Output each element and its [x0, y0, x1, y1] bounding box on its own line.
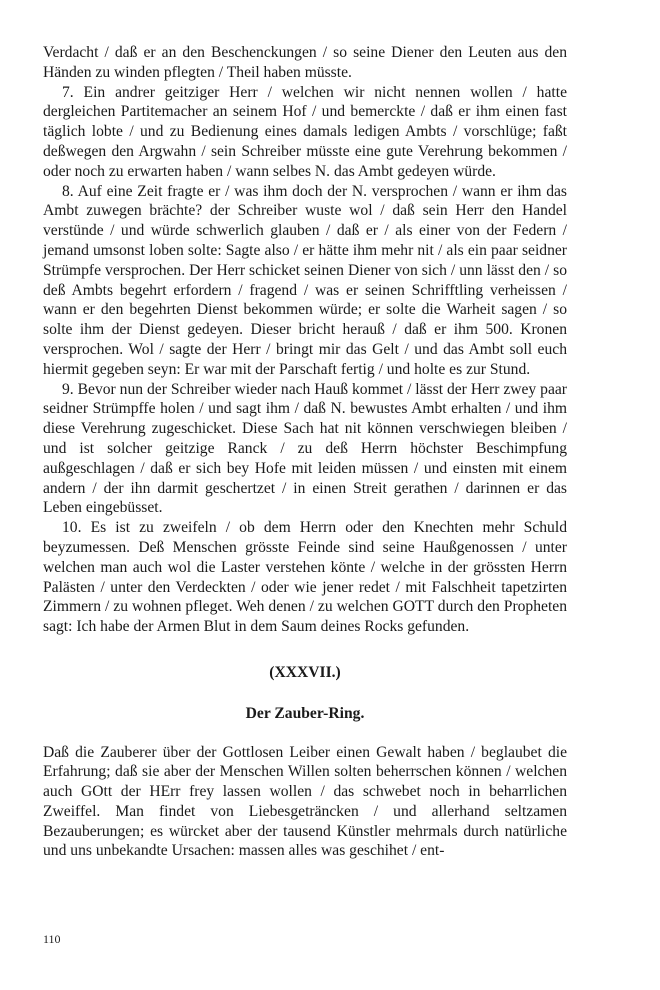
paragraph-section-intro: Daß die Zauberer über der Gottlosen Leiber einen Gewalt haben / beglaubet die Erfahrung; daß sie aber der Menschen Willen solten beherrschen können / welchen auch GOtt der HErr frey lassen wollen / das schwebet noch in beharrlichen Zweiffel. Man findet von Liebesgeträncken / und allerhand seltzamen Bezauberungen; es würcket aber der tausend Künstler mehrmals durch natürliche und uns unbekandte Ursachen: massen alles was geschihet / ent-	[43, 743, 567, 860]
section-number: (XXXVII.)	[269, 663, 341, 681]
paragraph-10: 10. Es ist zu zweifeln / ob dem Herrn oder den Knechten mehr Schuld beyzumessen. Deß Menschen grösste Feinde sind seine Haußgenossen / unter welchen man auch wol die Laster verstehen könte / welche in der grössten Herrn Palästen / unter den Verdeckten / oder wie jener redet / mit Falschheit tapetzirten Zimmern / zu wohnen pfleget. Weh denen / zu welchen GOTT durch den Propheten sagt: Ich habe der Armen Blut in dem Saum deines Rocks gefunden.	[43, 519, 567, 636]
section-title: Der Zauber-Ring.	[245, 704, 365, 722]
text-before-heading	[43, 43, 567, 637]
paragraph-7: 7. Ein andrer geitziger Herr / welchen wir nicht nennen wollen / hatte dergleichen Partitemacher an seinem Hof / und bemerckte / daß er ihm einen fast täglich lobte / und zu Bedienung eines damals ledigen Ambts / vorschlüge; faßt deßwegen den Argwahn / sein Schreiber müsste eine gute Verehrung bekommen / oder noch zu erwarten haben / wann selbes N. das Ambt gedeyen würde.	[43, 83, 567, 180]
text-after-heading	[43, 743, 567, 862]
book-page	[43, 43, 567, 861]
paragraph-8: 8. Auf eine Zeit fragte er / was ihm doch der N. versprochen / wann er ihm das Ambt zuwegen brächte? der Schreiber wuste wol / daß sein Herr den Handel verstünde / und würde schwerlich glauben / daß er / als einer von der Federn / jemand umsonst loben solte: Sagte also / er hätte ihm mehr nit / als ein paar seidner Strümpfe versprochen. Der Herr schicket seinen Diener von sich / unn lässt den / so deß Ambts begehrt erfordern / fragend / was er seinen Schrifftling verheissen / wann er den begehrten Dienst bekommen würde; er solte die Warheit sagen / so solte ihm der Dienst gedeyen. Dieser bricht herauß / daß er ihm 500. Kronen versprochen. Wol / sagte der Herr / bringt mir das Gelt / und das Ambt soll euch hiermit gegeben seyn: Er war mit der Parschaft fertig / und holte es zur Stund.	[43, 182, 567, 378]
page-number: 110	[43, 932, 61, 946]
paragraph-continuation: Verdacht / daß er an den Beschenckungen / so seine Diener den Leuten aus den Händen zu winden pflegten / Theil haben müsste.	[43, 44, 567, 81]
paragraph-9: 9. Bevor nun der Schreiber wieder nach Hauß kommet / lässt der Herr zwey paar seidner Strümpffe holen / und sagt ihm / daß N. bewustes Ambt erhalten / und ihm diese Verehrung zugeschicket. Diese Sach hat nit können verschwiegen bleiben / und ist solcher geitzige Ranck / zu deß Herrn höchster Beschimpfung außgeschlagen / daß er sich bey Hofe mit leiden müssen / und einsten mit einem andern / der ihn darmit geschertzet / in einen Streit gerathen / darinnen er das Leben eingebüsset.	[43, 380, 567, 517]
